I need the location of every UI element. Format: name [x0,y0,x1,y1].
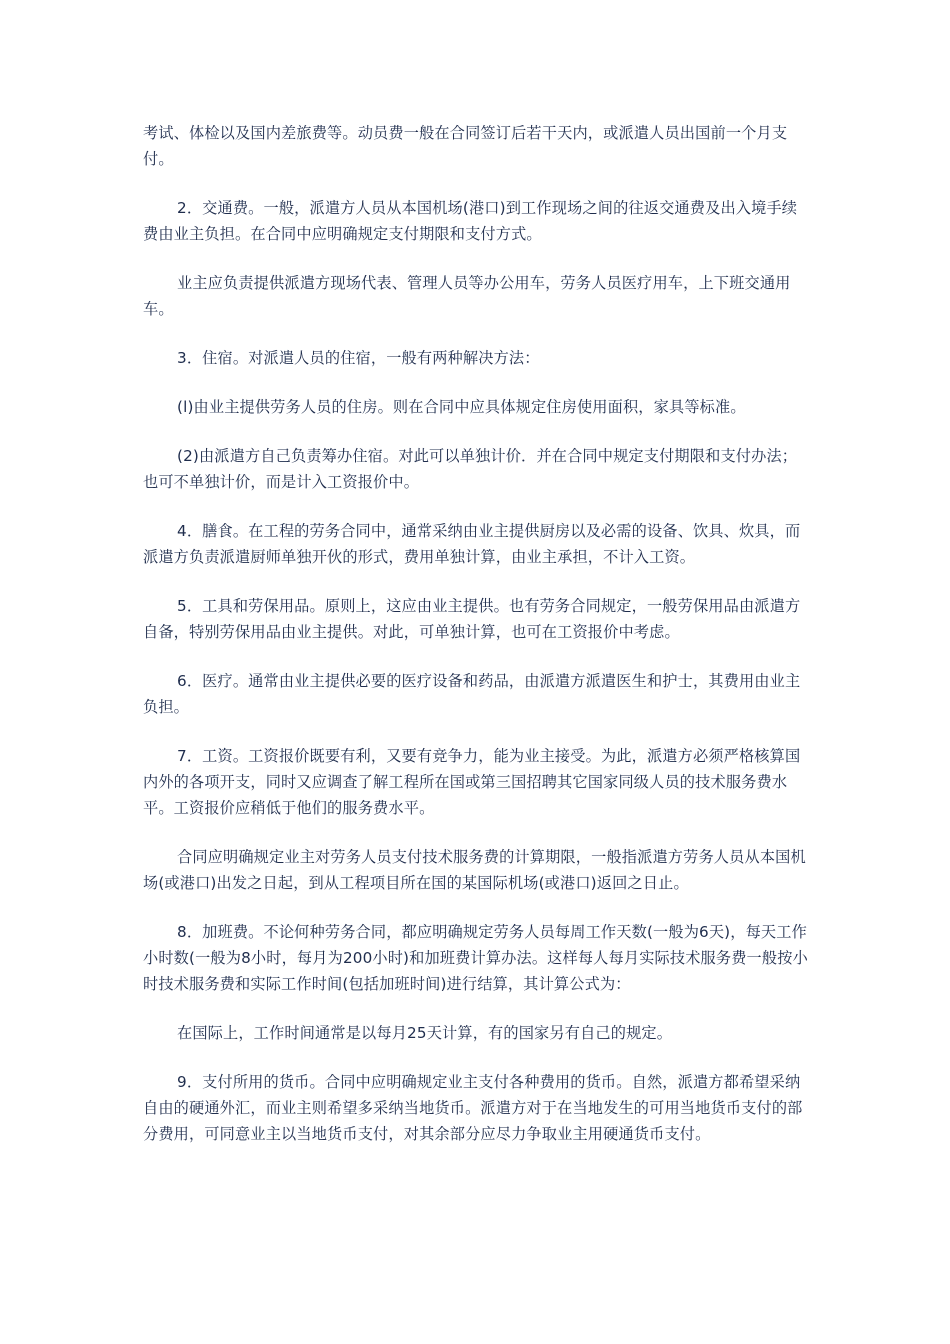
document-page [143,120,809,1170]
paragraph-11: 合同应明确规定业主对劳务人员支付技术服务费的计算期限，一般指派遣方劳务人员从本国机场(或港口)出发之日起，到从工程项目所在国的某国际机场(或港口)返回之日止。 [143,848,806,892]
paragraph-1: 考试、体检以及国内差旅费等。动员费一般在合同签订后若干天内，或派遣人员出国前一个月支付。 [143,124,788,168]
paragraph-8: 5．工具和劳保用品。原则上，这应由业主提供。也有劳务合同规定，一般劳保用品由派遣方自备，特别劳保用品由业主提供。对此，可单独计算，也可在工资报价中考虑。 [143,597,801,641]
paragraph-12: 8．加班费。不论何种劳务合同，都应明确规定劳务人员每周工作天数(一般为6天)，每天工作小时数(一般为8小时，每月为200小时)和加班费计算办法。这样每人每月实际技术服务费一般按小时技术服务费和实际工作时间(包括加班时间)进行结算，其计算公式为： [143,923,808,993]
paragraph-2: 2．交通费。一般，派遣方人员从本国机场(港口)到工作现场之间的往返交通费及出入境手续费由业主负担。在合同中应明确规定支付期限和支付方式。 [143,199,798,243]
paragraph-7: 4．膳食。在工程的劳务合同中，通常采纳由业主提供厨房以及必需的设备、饮具、炊具，而派遣方负责派遣厨师单独开伙的形式，费用单独计算，由业主承担，不计入工资。 [143,522,801,566]
paragraph-3: 业主应负责提供派遣方现场代表、管理人员等办公用车，劳务人员医疗用车，上下班交通用车。 [143,274,791,318]
paragraph-5: (l)由业主提供劳务人员的住房。则在合同中应具体规定住房使用面积，家具等标准。 [177,398,746,416]
paragraph-4: 3．住宿。对派遣人员的住宿，一般有两种解决方法： [177,349,540,367]
paragraph-13: 在国际上，工作时间通常是以每月25天计算，有的国家另有自己的规定。 [177,1024,673,1042]
paragraph-14: 9．支付所用的货币。合同中应明确规定业主支付各种费用的货币。自然，派遣方都希望采纳自由的硬通外汇，而业主则希望多采纳当地货币。派遣方对于在当地发生的可用当地货币支付的部分费用，可同意业主以当地货币支付，对其余部分应尽力争取业主用硬通货币支付。 [143,1073,803,1143]
paragraph-10: 7．工资。工资报价既要有利，又要有竞争力，能为业主接受。为此，派遣方必须严格核算国内外的各项开支，同时又应调查了解工程所在国或第三国招聘其它国家同级人员的技术服务费水平。工资报价应稍低于他们的服务费水平。 [143,747,801,817]
paragraph-9: 6．医疗。通常由业主提供必要的医疗设备和药品，由派遣方派遣医生和护士，其费用由业主负担。 [143,672,801,716]
paragraph-6: (2)由派遣方自己负责筹办住宿。对此可以单独计价．并在合同中规定支付期限和支付办法；也可不单独计价，而是计入工资报价中。 [143,447,798,491]
